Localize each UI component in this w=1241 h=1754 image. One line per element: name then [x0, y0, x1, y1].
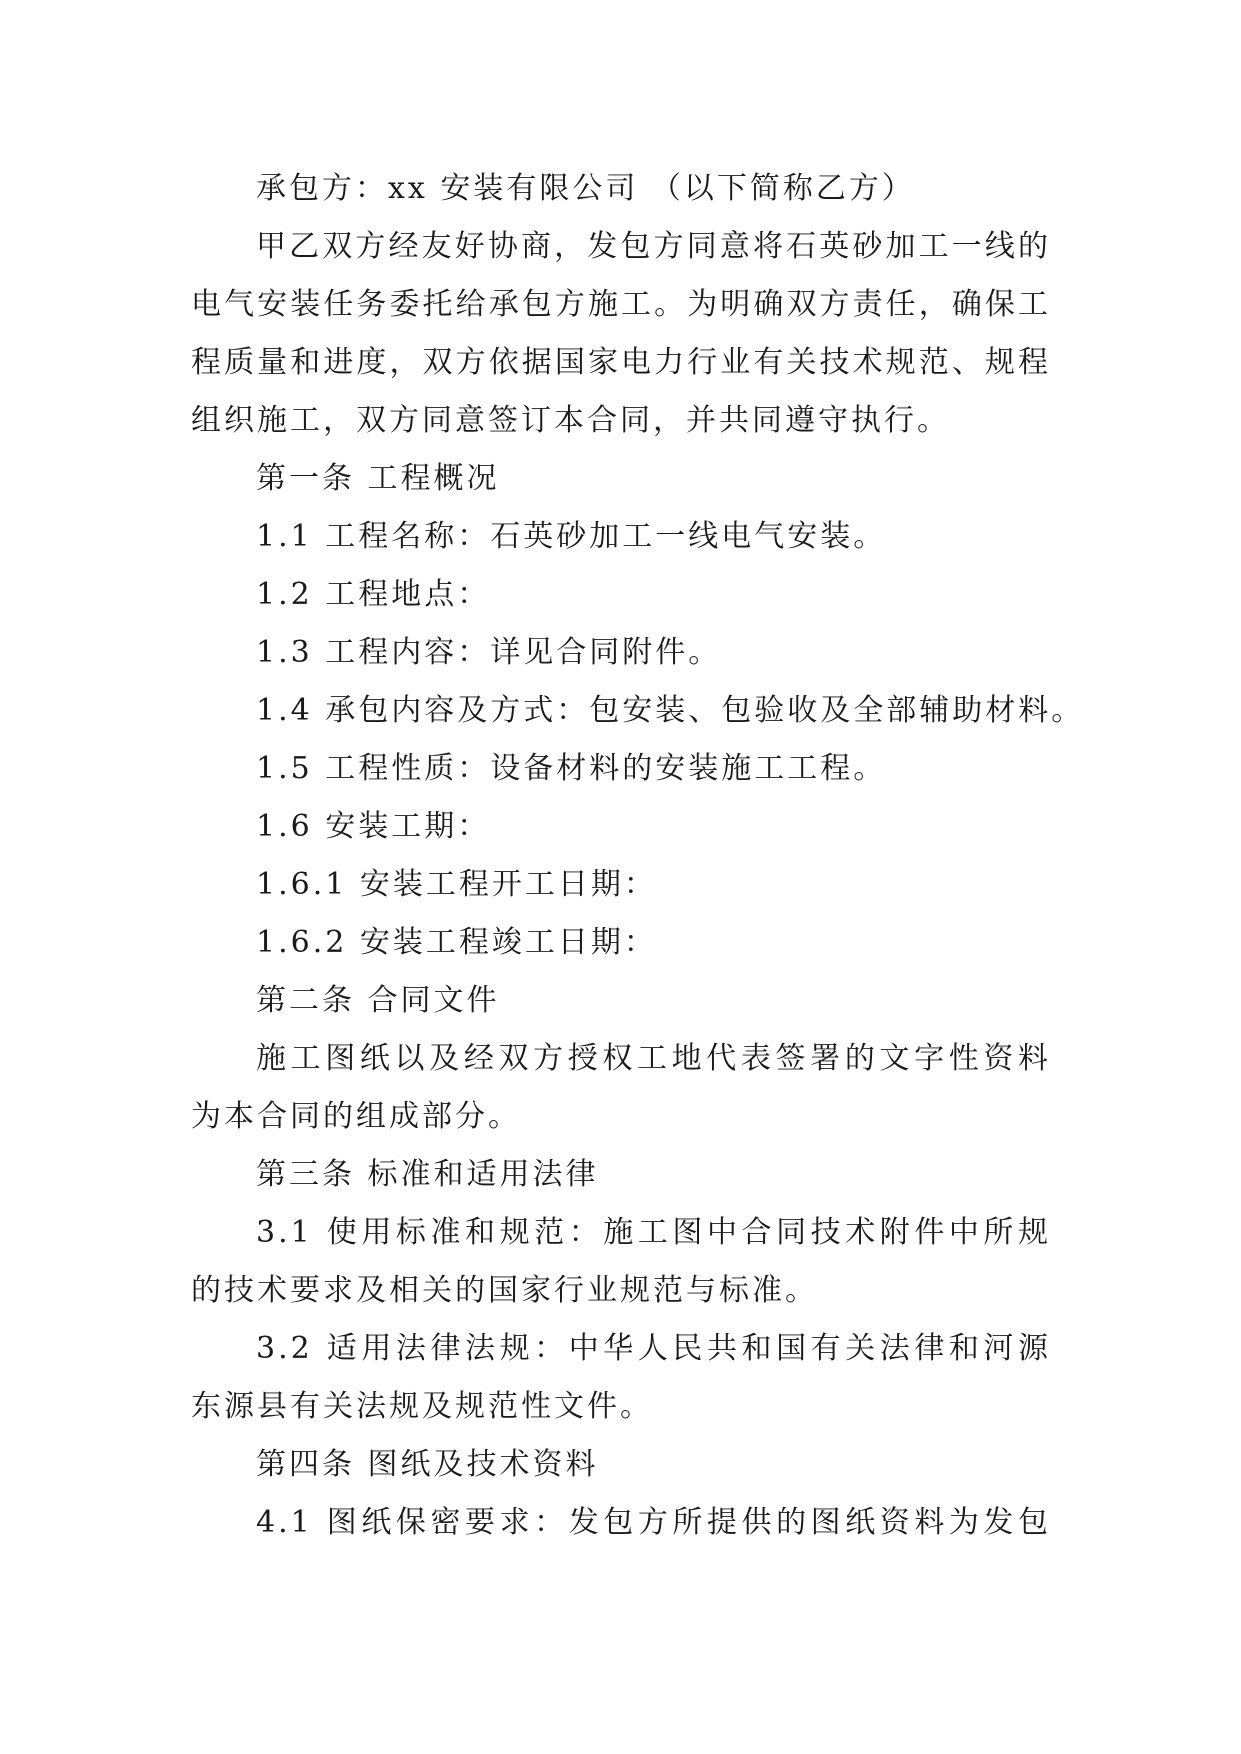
- clause-3-2: 3.2 适用法律法规：中华人民共和国有关法律和河源: [256, 1331, 1051, 1366]
- clause-1-6-2: 1.6.2 安装工程竣工日期：: [256, 925, 657, 960]
- paragraph-line: 程质量和进度，双方依据国家电力行业有关技术规范、规程: [191, 345, 1051, 380]
- article-heading-3: 第三条 标准和适用法律: [256, 1157, 599, 1192]
- contract-body: [191, 160, 1085, 1552]
- paragraph-line: 的技术要求及相关的国家行业规范与标准。: [191, 1273, 818, 1308]
- clause-1-2: 1.2 工程地点：: [256, 577, 491, 612]
- article-heading-4: 第四条 图纸及技术资料: [256, 1447, 599, 1482]
- paragraph-line: 为本合同的组成部分。: [191, 1099, 521, 1134]
- paragraph-line: 施工图纸以及经双方授权工地代表签署的文字性资料: [256, 1041, 1051, 1076]
- clause-1-3: 1.3 工程内容：详见合同附件。: [256, 635, 722, 670]
- article-heading-2: 第二条 合同文件: [256, 983, 500, 1018]
- clause-1-6: 1.6 安装工期：: [256, 809, 491, 844]
- clause-1-1: 1.1 工程名称：石英砂加工一线电气安装。: [256, 519, 887, 554]
- paragraph-line: 甲乙双方经友好协商，发包方同意将石英砂加工一线的: [256, 229, 1051, 264]
- clause-3-1: 3.1 使用标准和规范：施工图中合同技术附件中所规: [256, 1215, 1051, 1250]
- article-heading-1: 第一条 工程概况: [256, 461, 500, 496]
- paragraph-line: 东源县有关法规及规范性文件。: [191, 1389, 653, 1424]
- clause-1-4: 1.4 承包内容及方式：包安装、包验收及全部辅助材料。: [256, 693, 1085, 728]
- contractor-line: 承包方：xx 安装有限公司 （以下简称乙方）: [256, 171, 915, 206]
- clause-1-6-1: 1.6.1 安装工程开工日期：: [256, 867, 657, 902]
- paragraph-line: 电气安装任务委托给承包方施工。为明确双方责任，确保工: [191, 287, 1051, 322]
- clause-4-1: 4.1 图纸保密要求：发包方所提供的图纸资料为发包: [256, 1505, 1051, 1540]
- paragraph-line: 组织施工，双方同意签订本合同，并共同遵守执行。: [191, 403, 950, 438]
- clause-1-5: 1.5 工程性质：设备材料的安装施工工程。: [256, 751, 887, 786]
